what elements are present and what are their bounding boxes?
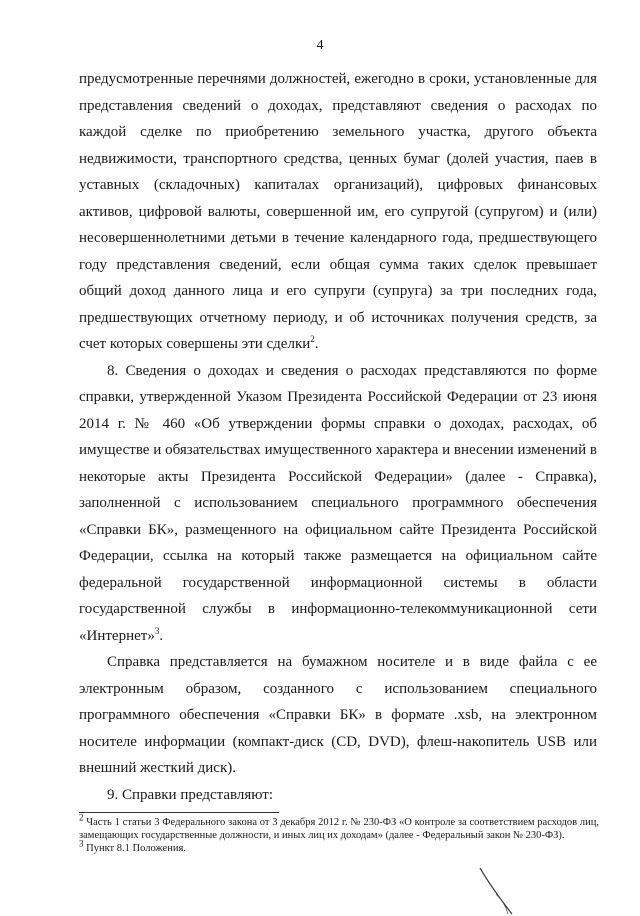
footnote-3 xyxy=(79,838,599,855)
footnotes xyxy=(79,812,599,855)
paragraph-1-end: . xyxy=(314,336,319,352)
paragraph-8 xyxy=(79,358,597,650)
body-text xyxy=(79,66,597,808)
footnote-2-number: 2 xyxy=(79,812,84,823)
footnote-2 xyxy=(79,812,599,842)
paragraph-8-text: 8. Сведения о доходах и сведения о расходах представляются по форме справки, утвержденной Указом Президента Российской Федерации от 23 июня 2014 г. № 460 «Об утверждении формы справки о доходах, расходах, об имуществе и обязательствах имущественного характера и внесении изменений в некоторые акты Президента Российской Федерации» (далее - Справка), заполненной с использованием специального программного обеспечения «Справки БК», размещенного на официальном сайте Президента Российской Федерации, ссылка на который также размещается на официальном сайте федеральной государственной информационной системы в области государственной службы в информационно-телекоммуникационной сети «Интернет» xyxy=(79,362,597,644)
footnote-separator xyxy=(79,812,279,813)
pen-mark xyxy=(478,868,518,916)
footnote-3-number: 3 xyxy=(79,838,84,849)
paragraph-9: 9. Справки представляют: xyxy=(107,786,274,803)
page-number: 4 xyxy=(316,38,324,53)
footnote-2-text: Часть 1 статьи 3 Федерального закона от 3 декабря 2012 г. № 230-ФЗ «О контроле за соответствием расходов лиц, замещающих государственные должности, и иных лиц их доходам» (далее - Федеральный закон № 230-ФЗ). xyxy=(79,817,599,841)
paragraph-8-end: . xyxy=(159,627,164,644)
footnote-ref-2: 2 xyxy=(310,334,315,344)
footnote-ref-3: 3 xyxy=(154,625,160,636)
paragraph-1-text: предусмотренные перечнями должностей, ежегодно в сроки, установленные для представления сведений о доходах, представляют сведения о расходах по каждой сделке по приобретению земельного участка, другого объекта недвижимости, транспортного средства, ценных бумаг (долей участия, паев в уставных (складочных) капиталах организаций), цифровых финансовых активов, цифровой валюты, совершенной им, его супругой (супругом) и (или) несовершеннолетними детьми в течение календарного года, предшествующего году представления сведений, если общая сумма таких сделок превышает общий доход данного лица и его супруги (супруга) за три последних года, предшествующих отчетному периоду, и об источниках получения средств, за счет которых совершены эти сделки xyxy=(79,71,597,352)
paragraph-spravka: Справка представляется на бумажном носителе и в виде файла с ее электронным образом, созданного с использованием специального программного обеспечения «Справки БК» в формате .xsb, на электронном носителе информации (компакт-диск (CD, DVD), флеш-накопитель USB или внешний жесткий диск). xyxy=(79,654,597,776)
paragraph-1 xyxy=(79,66,597,358)
footnote-3-text: Пункт 8.1 Положения. xyxy=(83,843,186,854)
